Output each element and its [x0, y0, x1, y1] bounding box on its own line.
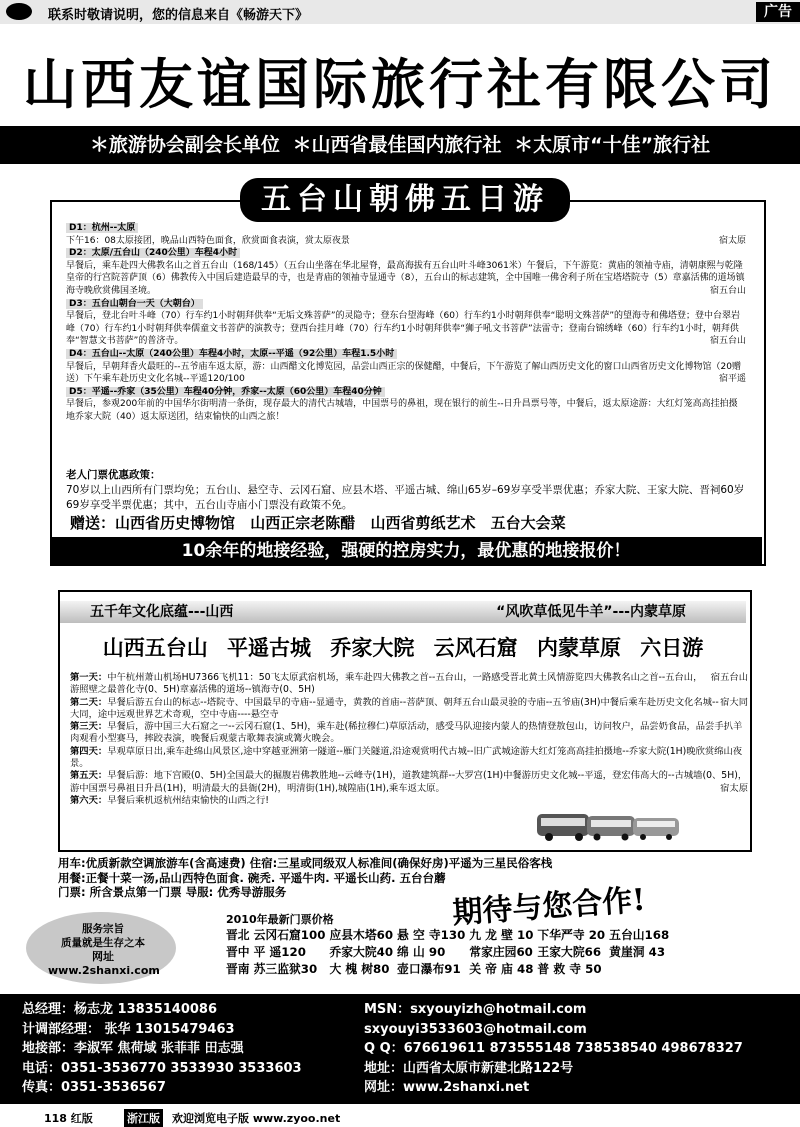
day-hotel: 宿太原 [718, 235, 746, 246]
senior-policy-heading: 老人门票优惠政策： [66, 469, 161, 481]
itinerary-day [66, 247, 746, 297]
day-heading: D3：五台山朝台一天（大朝台） [66, 299, 203, 309]
company-title: 山西友谊国际旅行社有限公司 [23, 53, 777, 116]
contact-line: 地址：山西省太原市新建北路122号 [364, 1060, 574, 1076]
table-cell: 壶口瀑布91 [397, 962, 461, 976]
tour-day-label: 第六天： [70, 794, 108, 806]
slogan-band: 10余年的地接经验，强硬的控房实力，最优惠的地接报价！ [50, 537, 762, 565]
table-cell: 五台山168 [609, 928, 670, 942]
day-text: 早餐后，早朝拜香火最旺的--五爷庙车返太原，游：山西醋文化博览园，品尝山西正宗的保健醋，中餐后，下午游览了解山西历史文化的窗口山西省历史文化博物馆（20赠送）下午乘车赴历史文化名城--平遥120/100 [66, 361, 741, 385]
table-cell: 大 槐 树80 [329, 962, 390, 976]
cooperation-slogan: 期待与您合作! [451, 882, 647, 932]
tour-day-text: 早观草原日出,乘车赴绵山风景区,途中穿越亚洲第一隧道--雁门关隧道,沿途观赏明代古城--旧广武城途游大红灯笼高高挂拍摄地--乔家大院(1H)晚欣赏绵山夜景。 [70, 745, 743, 770]
tour-day-text: 早餐后，游中国三大石窟之一--云冈石窟(1、5H)，乘车赴(稀拉穆仁)草原活动，感受马队迎接内蒙人的热情登敖包山，访问牧户，品尝奶食品，品尝手扒羊肉观看小型赛马，摔跤表演，晚餐后观蒙古歌舞表演或篝火晚会。 [70, 721, 743, 745]
contact-line: 传真：0351-3536567 [22, 1080, 166, 1095]
table-cell: 王家大院66 [537, 945, 602, 959]
day-hotel: 宿五台山 [709, 336, 746, 347]
tour-day-hotel: 宿大同 [720, 696, 748, 708]
table-cell [609, 961, 673, 978]
day-text: 早餐后，参观200年前的中国华尔街明清一条街，现存最大的清代古城墙，中国票号的鼻祖，现在银行的前生--日升昌票号等，中餐后，返太原途游：大红灯笼高高挂拍摄地乔家大院（40）返太原送团，结束愉快的山西之旅！ [66, 399, 738, 422]
table-row [226, 927, 673, 944]
tour-day-hotel: 宿太原 [720, 782, 748, 794]
contact-line: MSN：sxyouyizh@hotmail.com sxyouyi3533603@hotmail.com [364, 1002, 587, 1037]
gifts-line: 赠送：山西省历史博物馆 山西正宗老陈醋 山西省剪纸艺术 五台大会菜 [70, 514, 566, 532]
table-row [226, 944, 673, 961]
day-text: 下午16：08太原接团，晚品山西特色面食，欣赏面食表演，赏太原夜景 [66, 235, 350, 246]
tour2-itinerary [70, 672, 748, 807]
senior-policy [66, 468, 746, 513]
day-hotel: 宿平遥 [718, 374, 746, 385]
welcome-link[interactable]: 欢迎浏览电子版 www.zyoo.net [172, 1112, 341, 1125]
tour2-title: 山西五台山 平遥古城 乔家大院 云风石窟 内蒙草原 六日游 [102, 636, 704, 660]
tour-day [70, 697, 748, 722]
tour-day-label: 第五天： [70, 770, 108, 782]
day-hotel: 宿五台山 [709, 285, 746, 296]
contact-line: 电话：0351-3536770 3533930 3533603 [22, 1060, 302, 1076]
table-cell: 晋中 [226, 945, 250, 959]
tour-day-label: 第三天： [70, 721, 108, 733]
table-cell: 云冈石窟100 [253, 928, 326, 942]
table-cell: 常家庄园60 [469, 945, 533, 959]
day-heading: D1：杭州--太原 [66, 223, 138, 233]
tour-day-text: 中午杭州萧山机场HU7366飞机11：50飞太原武宿机场，乘车赴四大佛教之首--五台山，一路感受晋北黄土风情游览四大佛教名山之首--五台山，游照壁之最普化寺(0、5H)章嘉活佛的道场--镇海寺(0、5H) [70, 672, 703, 696]
table-cell: 晋南 [226, 962, 250, 976]
tour2-band [60, 601, 746, 623]
contact-line: 网址：www.2shanxi.net [364, 1080, 530, 1095]
tour-day-label: 第四天： [70, 745, 108, 757]
tour-day [70, 746, 748, 771]
bus-icon [537, 814, 679, 841]
table-cell: 悬 空 寺130 [397, 928, 466, 942]
prices-title: 2010年最新门票价格 [226, 913, 334, 926]
magazine-logo-icon [6, 3, 32, 20]
table-cell: 关 帝 庙 48 [469, 962, 534, 976]
itinerary-day [66, 222, 746, 247]
ad-label: 广告 [756, 2, 800, 22]
tour-day-hotel: 宿五台山 [710, 672, 748, 683]
ticket-prices [226, 927, 786, 978]
tour2-band-left: 五千年文化底蕴---山西 [90, 604, 234, 620]
motto-url: 网址www.2shanxi.com [48, 950, 160, 977]
tour-day-text: 早餐后游五台山的标志--塔院寺、中国最早的寺庙--显通寺，黄教的首庙--菩萨顶、朝拜五台山最灵验的寺庙--五爷庙(3H)中餐后乘车赴历史文化名城--大同，途中远观世界艺术奇观，空中寺庙----悬空寺 [70, 696, 719, 720]
contact-band [0, 994, 800, 1104]
source-notice: 联系时敬请说明，您的信息来自《畅游天下》 [48, 8, 309, 23]
contact-line: 总经理：杨志龙 13835140086 [22, 1002, 218, 1017]
service-motto [48, 922, 158, 978]
day-text: 早餐后，登北台叶斗峰（70）行车约1小时朝拜供奉“无垢文殊菩萨”的灵隐寺；登东台望海峰（60）行车约1小时朝拜供奉“聪明文殊菩萨”的望海寺和佛塔登；登中台翠岩峰（70）行车约1小时朝拜供奉儒童文书菩萨的演教寺；登西台挂月峰（70）行车约1小时朝拜供奉“狮子吼文书菩萨”法雷寺；登南台锦绣峰（60）行车约1小时，朝拜供奉“智慧文书菩萨”的普济寺。 [66, 311, 741, 347]
tour-day [70, 770, 748, 795]
note-line: 用餐:正餐十菜一汤,品山西特色面食. 碗秃. 平遥牛肉. 平遥长山药. 五台台蘑 [58, 870, 446, 885]
tour-day [70, 795, 748, 807]
tour-day-text: 早餐后游：地下宫殿(0、5H)全国最大的掘腹岩佛教胜地--云峰寺(1H)，道教建筑群--大罗宫(1H)中餐游历史文化城--平遥，登宏伟高大的--古城墙(0、5H)，游中国票号鼻祖日升昌(1H)，明清最大的县衙(2H)，明清街(1H),城隍庙(1H),乘车返太原。 [70, 770, 748, 794]
contact-line: 地接部：李淑军 焦荷域 张菲菲 田志强 [22, 1041, 244, 1056]
tour-day [70, 721, 748, 746]
table-cell: 平 遥120 [253, 945, 306, 959]
motto-line: 服务宗旨 [82, 923, 124, 935]
contact-line: Q Q：676619611 873555148 738538540 498678327 [364, 1041, 743, 1056]
itinerary-day [66, 386, 746, 424]
table-cell: 下华严寺 20 [537, 928, 606, 942]
contact-left [22, 1000, 302, 1098]
tour-day-label: 第二天： [70, 696, 108, 708]
day-heading: D4：五台山--太原（240公里）车程4小时，太原--平遥（92公里）车程1.5小时 [66, 349, 397, 359]
table-cell: 普 救 寺 50 [537, 962, 602, 976]
page-number: 118 红版 [44, 1112, 93, 1125]
table-cell: 晋北 [226, 928, 250, 942]
wutai-itinerary [66, 222, 746, 424]
motto-line: 质量就是生存之本 [61, 937, 145, 949]
tour2-band-right: “风吹草低见牛羊”---内蒙草原 [496, 604, 686, 620]
table-cell: 苏三监狱30 [253, 962, 318, 976]
day-heading: D2：太原/五台山（240公里）车程4小时 [66, 248, 240, 258]
itinerary-day [66, 298, 746, 348]
table-cell: 乔家大院40 [329, 945, 394, 959]
contact-line: 计调部经理： 张华 13015479463 [22, 1021, 235, 1037]
top-bar [0, 0, 800, 24]
table-cell: 绵 山 90 [397, 945, 446, 959]
page-footer [0, 1108, 800, 1127]
table-row [226, 961, 673, 978]
table-cell: 九 龙 壁 10 [469, 928, 534, 942]
table-cell: 黄崖洞 43 [609, 945, 666, 959]
honors-band: ＊旅游协会副会长单位 ＊山西省最佳国内旅行社 ＊太原市“十佳”旅行社 [0, 126, 800, 164]
day-text: 早餐后，乘车赴四大佛教名山之首五台山（168/145）（五台山坐落在华北屋脊，最高海拔有五台山叶斗峰3061米）午餐后，下午游览：黄庙的领袖寺庙，清朝康熙与乾隆皇帝的行宫院菩萨顶（6）佛教传入中国后建造最早的寺，也是青庙的领袖寺显通寺（8），五台山的标志建筑，全中国唯一佛舍利子所在宝塔塔院寺（5）章嘉活佛的道场镇海寺晚欣赏佛国圣境。 [66, 260, 745, 296]
tour-day [70, 672, 748, 697]
table-cell: 应县木塔60 [329, 928, 394, 942]
contact-right [364, 1000, 800, 1098]
note-line: 门票: 所含景点第一门票 导服: 优秀导游服务 [58, 885, 287, 899]
wutai-title: 五台山朝佛五日游 [240, 178, 570, 222]
tour-day-label: 第一天： [70, 672, 108, 683]
tour-bus-illustration [535, 808, 683, 842]
tour-day-text: 早餐后乘机返杭州结束愉快的山西之行! [107, 794, 269, 806]
day-heading: D5：平遥--乔家（35公里）车程40分钟，乔家--太原（60公里）车程40分钟 [66, 387, 385, 397]
edition-tag: 浙江版 [124, 1109, 163, 1127]
senior-policy-text: 70岁以上山西所有门票均免；五台山、悬空寺、云冈石窟、应县木塔、平遥古城、绵山65岁–69岁享受半票优惠；乔家大院、王家大院、晋祠60岁69岁享受半票优惠；其中，五台山寺庙小门票没有政策不免。 [66, 484, 745, 511]
itinerary-day [66, 348, 746, 386]
prices-table [226, 927, 673, 978]
note-line: 用车:优质新款空调旅游车(含高速费) 住宿:三星或同级双人标准间(确保好房)平遥为三星民俗客栈 [58, 856, 553, 870]
